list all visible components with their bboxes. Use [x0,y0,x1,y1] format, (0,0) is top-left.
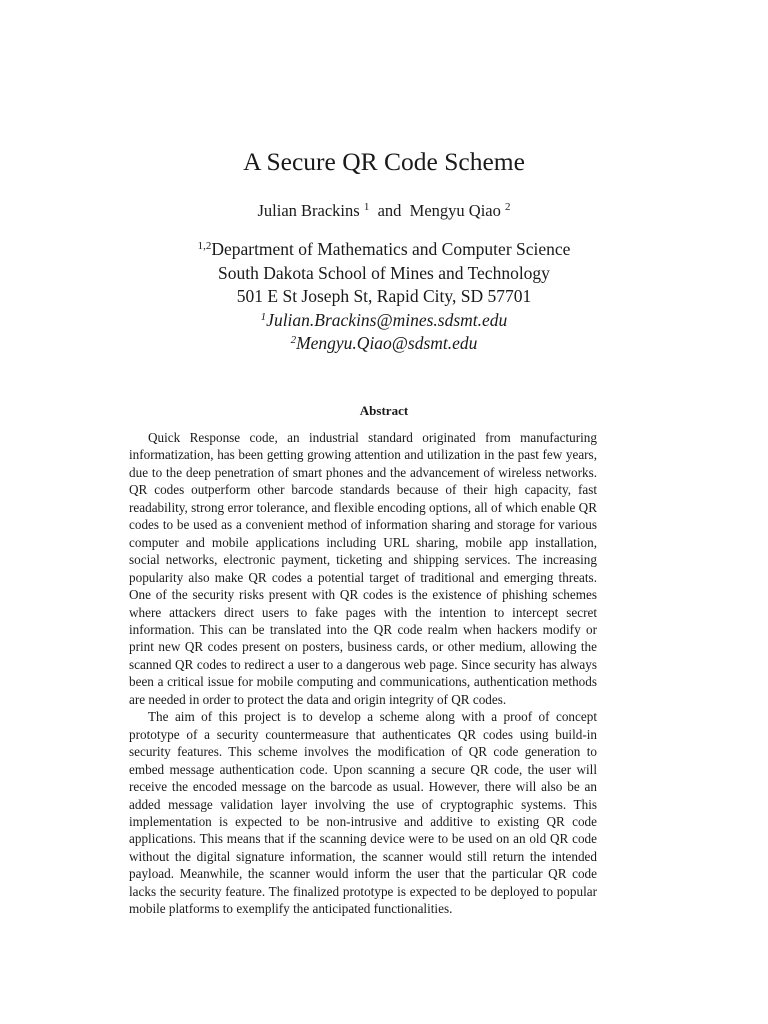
author-name-1: Julian Brackins [257,201,360,220]
abstract-paragraph-1: Quick Response code, an industrial standard originated from manufacturing informatization, has been getting growing attention and utilization in the past few years, due to the deep penetration of smart phones and the advancement of wireless networks. QR codes outperform other barcode standards because of their high capacity, fast readability, strong error tolerance, and flexible encoding options, all of which enable QR codes to be used as a convenient method of information sharing and storage for various computer and mobile applications including URL sharing, mobile app installation, social networks, electronic payment, ticketing and shipping services. The increasing popularity also make QR codes a potential target of traditional and emerging threats. One of the security risks present with QR codes is the existence of phishing schemes where attackers direct users to fake pages with the intention to intercept secret information. This can be translated into the QR code realm when hackers modify or print new QR codes present on posters, business cards, or other medium, allowing the scanned QR codes to redirect a user to a dangerous web page. Since security has always been a critical issue for mobile computing and communications, authentication methods are needed in order to protect the data and origin integrity of QR codes. [129,430,597,707]
author-name-2: Mengyu Qiao [409,201,501,220]
affiliation-department-line [0,238,768,262]
abstract-heading: Abstract [359,403,409,418]
author-mark-1: 1 [363,200,370,213]
author-email-1-line [0,309,768,333]
affiliation-department: Department of Mathematics and Computer Science [211,239,571,259]
paper-title: A Secure QR Code Scheme [243,147,525,176]
author-email-2-line [0,332,768,356]
affiliation-address: 501 E St Joseph St, Rapid City, SD 57701 [236,286,532,306]
affiliation-block [0,238,768,356]
author-email-2: Mengyu.Qiao@sdsmt.edu [296,333,478,353]
author-line [0,199,768,223]
affiliation-mark: 1,2 [197,239,212,252]
abstract-paragraph-2: The aim of this project is to develop a scheme along with a proof of concept prototype of a security countermeasure that authenticates QR codes using build-in security features. This scheme involves the modification of QR code generation to embed message authentication code. Upon scanning a secure QR code, the user will receive the encoded message on the barcode as usual. However, there will also be an added message validation layer involving the use of cryptographic systems. This implementation is expected to be non-intrusive and additive to existing QR code applications. This means that if the scanning device were to be used on an old QR code without the digital signature information, the scanner would still return the intended payload. Meanwhile, the scanner would inform the user that the particular QR code lacks the security feature. The finalized prototype is expected to be deployed to popular mobile platforms to exemplify the anticipated functionalities. [129,709,597,917]
author-mark-2: 2 [504,200,511,213]
email-mark-2: 2 [290,333,297,346]
affiliation-school: South Dakota School of Mines and Technology [218,262,550,283]
author-separator: and [377,201,402,220]
author-email-1: Julian.Brackins@mines.sdsmt.edu [266,309,508,330]
email-mark-1: 1 [260,310,267,323]
abstract-body [129,429,597,918]
